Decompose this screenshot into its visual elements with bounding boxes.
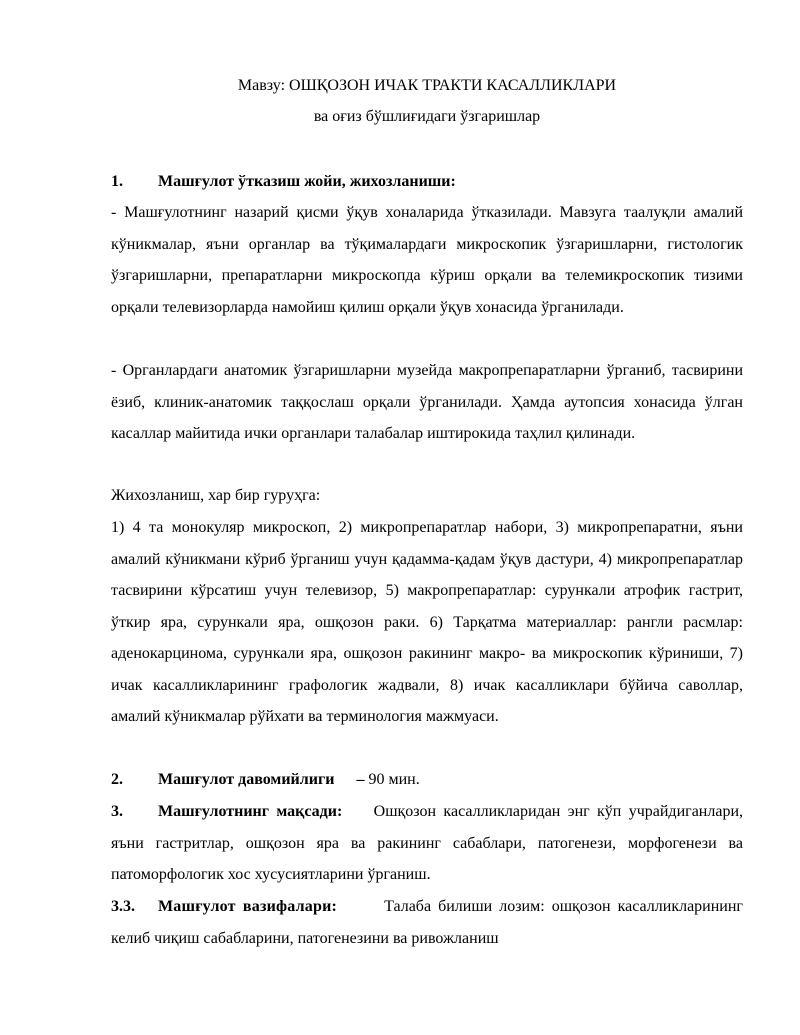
- section-33-paragraph: [111, 891, 743, 954]
- section-33-label: Машғулот вазифалари:: [158, 898, 338, 915]
- section-2-heading: [111, 770, 743, 790]
- section-2-value: 90 мин.: [368, 771, 420, 788]
- section-1-heading: [111, 172, 743, 192]
- section-3-label: Машғулотнинг мақсади:: [158, 803, 343, 820]
- section-33-number: 3.3.: [111, 898, 135, 915]
- document-title: Мавзу: ОШҚОЗОН ИЧАК ТРАКТИ КАСАЛЛИКЛАРИ: [237, 77, 617, 94]
- paragraph-equipment: 1) 4 та монокуляр микроскоп, 2) микропрепаратлар набори, 3) микропрепаратни, яъни амалий кўникмани кўриб ўрганиш учун қадамма-қадам ўқув дастури, 4) микропрепаратлар тасвирини кўрсатиш учун телевизор, 5) макропрепаратлар: сурункали атрофик гастрит, ўткир яра, сурункали яра, ошқозон раки. 6) Тарқатма материаллар: рангли расмлар: аденокарцинома, сурункали яра, ошқозон ракининг макро- ва микроскопик кўриниши, 7) ичак касалликларининг графологик жадвали, 8) ичак касалликлари бўйича саволлар, амалий кўникмалар рўйхати ва терминология мажмуаси.: [111, 519, 743, 725]
- section-3-text: Ошқозон касалликларидан энг кўп учрайдиганлари, яъни гастритлар, ошқозон яра ва ракининг сабаблари, патогенези, морфогенези ва патоморфологик хос хусусиятларини ўрганиш.: [111, 803, 744, 883]
- equipment-label: Жихозланиш, хар бир гуруҳга:: [111, 487, 321, 504]
- paragraph-anatomy: - Органлардаги анатомик ўзгаришларни музейда макропрепаратларни ўрганиб, тасвирини ёзиб, клиник-анатомик таққослаш орқали ўрганилади. Ҳамда аутопсия хонасида ўлган касаллар майитида ички органлари талабалар иштирокида таҳлил қилинади.: [111, 362, 743, 442]
- paragraph-theory: - Машғулотнинг назарий қисми ўқув хоналарида ўтказилади. Мавзуга таалуқли амалий кўникмалар, яъни органлар ва тўқималардаги микроскопик ўзгаришларни, гистологик ўзгаришларни, препаратларни микроскопда кўриш орқали ва телемикроскопик тизими орқали телевизорларда намойиш қилиш орқали ўқув хонасида ўрганилади.: [111, 204, 743, 316]
- document-subtitle: ва оғиз бўшлиғидаги ўзгаришлар: [313, 108, 541, 125]
- section-1-label: Машғулот ўтказиш жойи, жихозланиши:: [158, 173, 456, 190]
- section-2-label: Машғулот давомийлиги: [158, 771, 335, 788]
- section-2-number: 2.: [111, 771, 123, 788]
- section-33-text: Талаба билиши лозим: ошқозон касалликларининг келиб чиқиш сабабларини, патогенезини ва ривожланиш: [111, 898, 743, 947]
- section-3-paragraph: [111, 796, 743, 891]
- section-3-number: 3.: [111, 803, 123, 820]
- section-2-dash: –: [356, 771, 365, 788]
- section-1-number: 1.: [111, 173, 123, 190]
